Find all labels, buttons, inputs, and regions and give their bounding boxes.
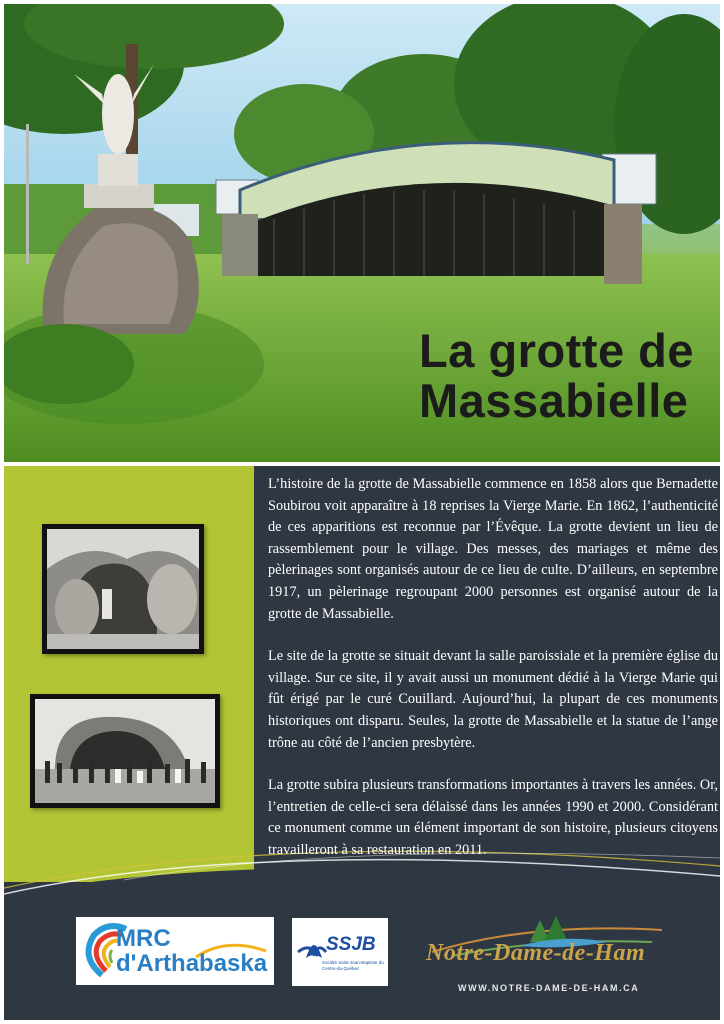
article-body xyxy=(268,474,718,883)
paragraph-2: Le site de la grotte se situait devant la salle paroissiale et la première église du village. Sur ce site, il y avait aussi un monument dédié à la Vierge Marie qui fût érigé par le curé Couillard. Aujourd’hui, la plupart de ces monuments historiques ont disparu. Seules, la grotte de Massabielle et la statue de l’ange trône au côté de l’ancien presbytère. xyxy=(268,648,718,751)
ndh-name: Notre-Dame-de-Ham xyxy=(426,940,646,966)
mrc-arthabaska-logo xyxy=(76,917,274,985)
paragraph-3: La grotte subira plusieurs transformations importantes à travers les années. Or, l’entretien de celle-ci sera délaissé dans les années 1990 et 2000. Considérant ce monument comme un élément important de son histoire, plusieurs citoyens travailleront à sa restauration en 2011. xyxy=(268,777,718,858)
archive-pilgrimage-image xyxy=(35,699,215,803)
ssjb-name: SSJB xyxy=(326,934,376,955)
archive-grotto-image xyxy=(47,529,199,649)
website-url[interactable]: WWW.NOTRE-DAME-DE-HAM.CA xyxy=(458,983,640,993)
title-line-2: Massabielle xyxy=(419,374,689,427)
notre-dame-de-ham-logo xyxy=(412,912,674,978)
arthabaska-text: d'Arthabaska xyxy=(116,950,268,977)
paragraph-1: L’histoire de la grotte de Massabielle commence en 1858 alors que Bernadette Soubirou voit apparaître à 18 reprises la Vierge Marie. En 1862, l’authenticité de ces apparitions est reconnue par l’Évêque. La grotte devient un lieu de rassemblement pour le village. Des messes, des mariages et même des pèlerinages sont organisés autour de ce lieu de culte. D’ailleurs, en septembre 1917, un pèlerinage regroupant 2000 personnes est organisé autour de la grotte de Massabielle. xyxy=(268,476,718,622)
hero-photo xyxy=(4,4,720,462)
archive-photo-pilgrimage xyxy=(30,694,220,808)
mrc-text: MRC xyxy=(116,925,171,952)
page-title xyxy=(419,326,694,426)
archive-photo-grotto xyxy=(42,524,204,654)
title-line-1: La grotte de xyxy=(419,324,694,377)
ssjb-logo xyxy=(292,918,388,986)
ssjb-subtitle: Société Saint-Jean-Baptiste du Centre-du-Québec xyxy=(322,960,384,971)
